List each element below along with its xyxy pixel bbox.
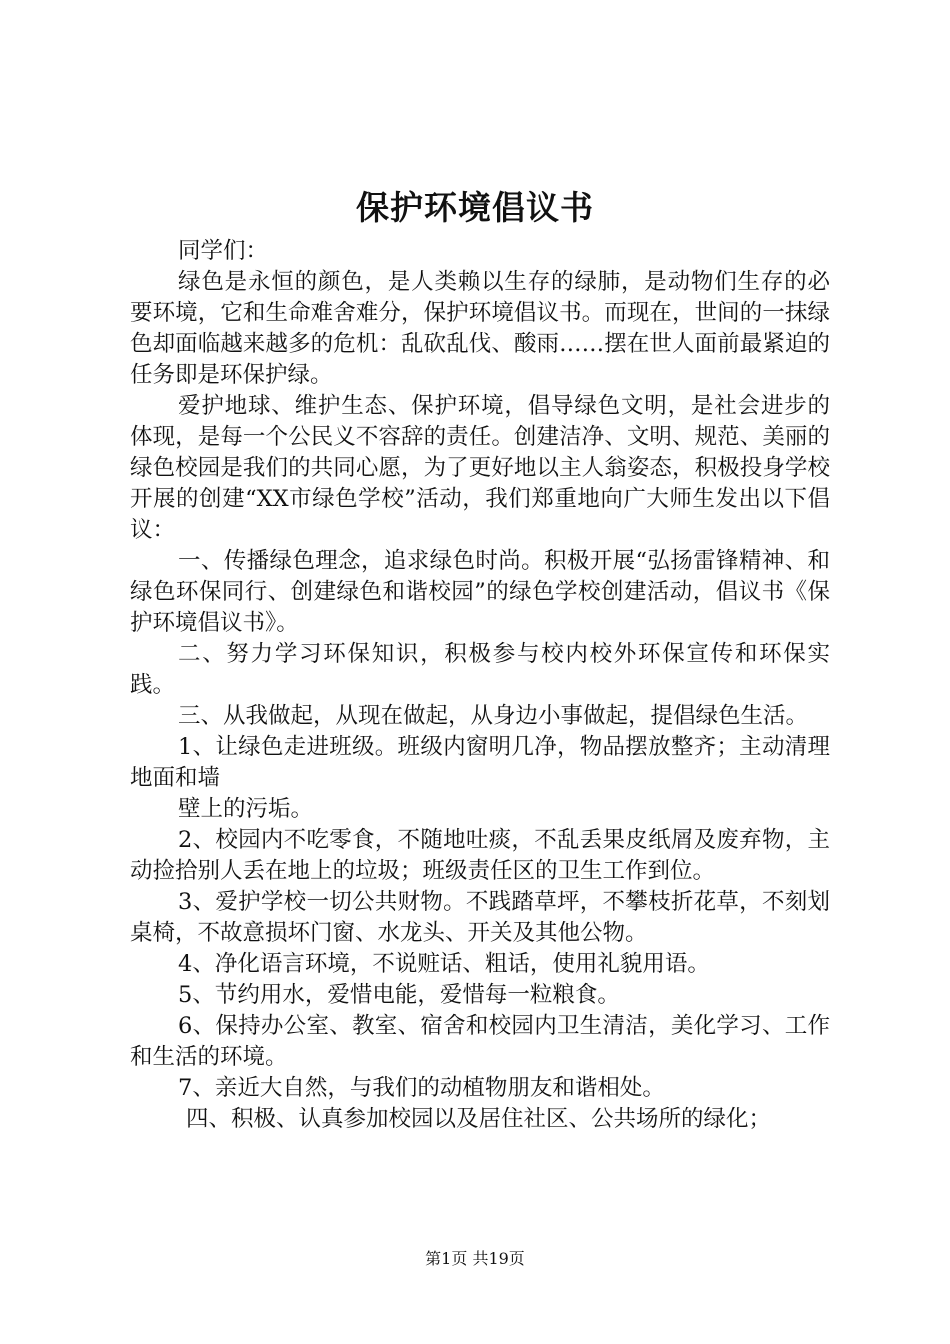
item-5: 5、节约用水，爱惜电能，爱惜每一粒粮食。 <box>178 982 620 1008</box>
paragraph-responsibility: 爱护地球、维护生态、保护环境，倡导绿色文明，是社会进步的体现，是每一个公民义不容辞的责任。创建洁净、文明、规范、美丽的绿色校园是我们的共同心愿，为了更好地以主人翁姿态，积极投身学校开展的创建“XX市绿色学校”活动，我们郑重地向广大师生发出以下倡议： <box>130 393 830 543</box>
paragraph-intro: 绿色是永恒的颜色，是人类赖以生存的绿肺，是动物们生存的必要环境，它和生命难舍难分，保护环境倡议书。而现在，世间的一抹绿色却面临越来越多的危机：乱砍乱伐、酸雨……摆在世人面前最紧迫的任务即是环保护绿。 <box>130 269 830 388</box>
page-number-footer: 第1页 共19页 <box>425 1249 525 1268</box>
item-3: 3、爱护学校一切公共财物。不践踏草坪，不攀枝折花草，不刻划桌椅，不故意损坏门窗、水龙头、开关及其他公物。 <box>130 889 830 946</box>
item-7: 7、亲近大自然，与我们的动植物朋友和谐相处。 <box>178 1075 665 1101</box>
proposal-three: 三、从我做起，从现在做起，从身边小事做起，提倡绿色生活。 <box>178 703 809 729</box>
item-1-continued: 壁上的污垢。 <box>178 796 314 822</box>
proposal-four: 四、积极、认真参加校园以及居住社区、公共场所的绿化； <box>186 1106 772 1132</box>
item-1: 1、让绿色走进班级。班级内窗明几净，物品摆放整齐；主动清理地面和墙 <box>130 734 830 791</box>
document-body <box>130 236 830 1135</box>
proposal-one: 一、传播绿色理念，追求绿色时尚。积极开展“弘扬雷锋精神、和绿色环保同行、创建绿色和谐校园”的绿色学校创建活动，倡议书《保护环境倡议书》。 <box>130 548 830 636</box>
proposal-two: 二、努力学习环保知识，积极参与校内校外环保宣传和环保实践。 <box>130 641 830 698</box>
item-2: 2、校园内不吃零食，不随地吐痰，不乱丢果皮纸屑及废弃物，主动捡拾别人丢在地上的垃圾；班级责任区的卫生工作到位。 <box>130 827 830 884</box>
item-4: 4、净化语言环境，不说赃话、粗话，使用礼貌用语。 <box>178 951 710 977</box>
greeting: 同学们： <box>178 238 269 264</box>
document-title: 保护环境倡议书 <box>356 188 594 227</box>
item-6: 6、保持办公室、教室、宿舍和校园内卫生清洁，美化学习、工作和生活的环境。 <box>130 1013 830 1070</box>
